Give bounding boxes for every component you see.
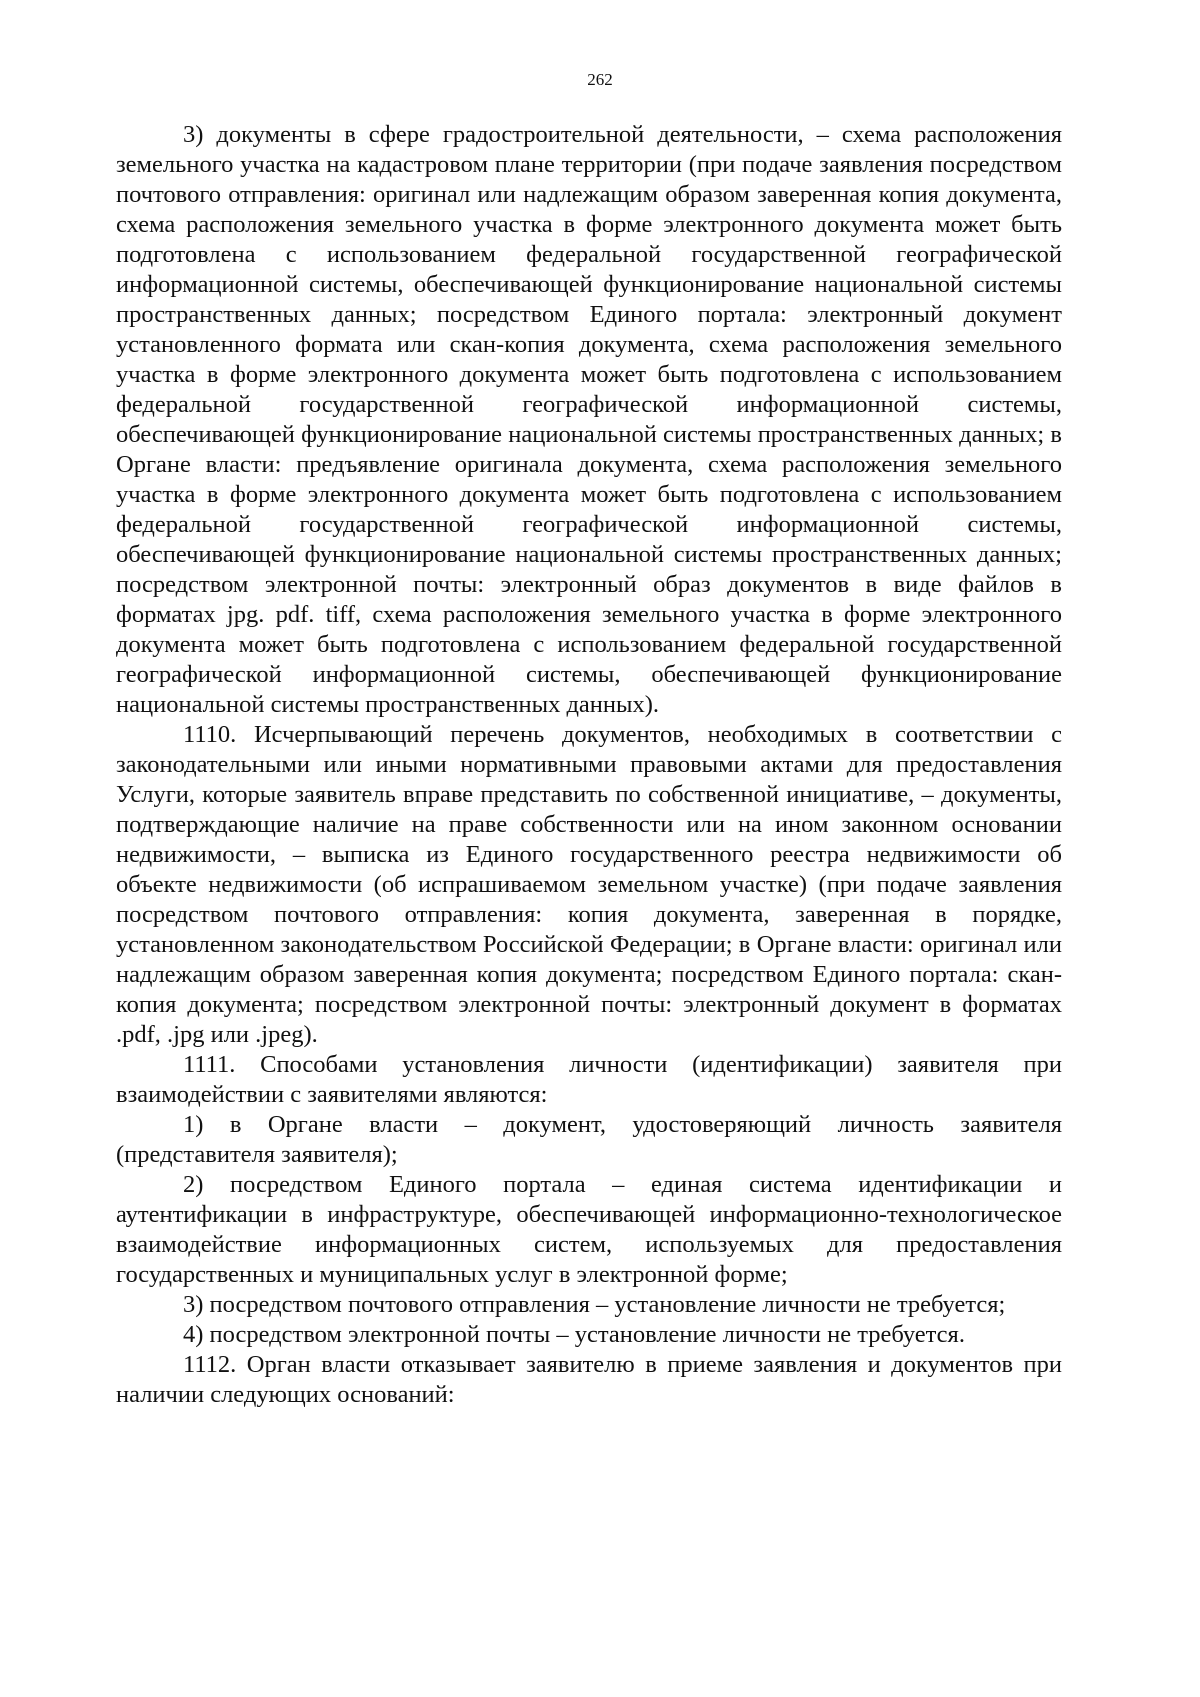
document-body xyxy=(116,120,1062,1410)
list-item-unified-portal: 2) посредством Единого портала – единая система идентификации и аутентификации в инфраструктуре, обеспечивающей информационно-технологическое взаимодействие информационных систем, используемых для предоставления государственных и муниципальных услуг в электронной форме; xyxy=(116,1171,1062,1288)
paragraph-item-3-urban-planning: 3) документы в сфере градостроительной деятельности, – схема расположения земельного участка на кадастровом плане территории (при подаче заявления посредством почтового отправления: оригинал или надлежащим образом заверенная копия документа, схема расположения земельного участка в форме электронного документа может быть подготовлена с использованием федеральной государственной географической информационной системы, обеспечивающей функционирование национальной системы пространственных данных; посредством Единого портала: электронный документ установленного формата или скан-копия документа, схема расположения земельного участка в форме электронного документа может быть подготовлена с использованием федеральной государственной географической информационной системы, обеспечивающей функционирование национальной системы пространственных данных; в Органе власти: предъявление оригинала документа, схема расположения земельного участка в форме электронного документа может быть подготовлена с использованием федеральной государственной географической информационной системы, обеспечивающей функционирование национальной системы пространственных данных; посредством электронной почты: электронный образ документов в виде файлов в форматах jpg. pdf. tiff, схема расположения земельного участка в форме электронного документа может быть подготовлена с использованием федеральной государственной географической информационной системы, обеспечивающей функционирование национальной системы пространственных данных). xyxy=(116,121,1062,718)
paragraph-1112: 1112. Орган власти отказывает заявителю в приеме заявления и документов при наличии следующих оснований: xyxy=(116,1351,1062,1408)
list-item-in-authority: 1) в Органе власти – документ, удостоверяющий личность заявителя (представителя заявителя); xyxy=(116,1111,1062,1168)
paragraph-1110: 1110. Исчерпывающий перечень документов, необходимых в соответствии с законодательными или иными нормативными правовыми актами для предоставления Услуги, которые заявитель вправе представить по собственной инициативе, – документы, подтверждающие наличие на праве собственности или на ином законном основании недвижимости, – выписка из Единого государственного реестра недвижимости об объекте недвижимости (об испрашиваемом земельном участке) (при подаче заявления посредством почтового отправления: копия документа, заверенная в порядке, установленном законодательством Российской Федерации; в Органе власти: оригинал или надлежащим образом заверенная копия документа; посредством Единого портала: скан-копия документа; посредством электронной почты: электронный документ в форматах .pdf, .jpg или .jpeg). xyxy=(116,721,1062,1048)
list-item-email: 4) посредством электронной почты – установление личности не требуется. xyxy=(183,1321,965,1348)
page-number: 262 xyxy=(587,70,613,89)
paragraph-1111: 1111. Способами установления личности (идентификации) заявителя при взаимодействии с заявителями являются: xyxy=(116,1051,1062,1108)
list-item-postal: 3) посредством почтового отправления – установление личности не требуется; xyxy=(183,1291,1006,1318)
